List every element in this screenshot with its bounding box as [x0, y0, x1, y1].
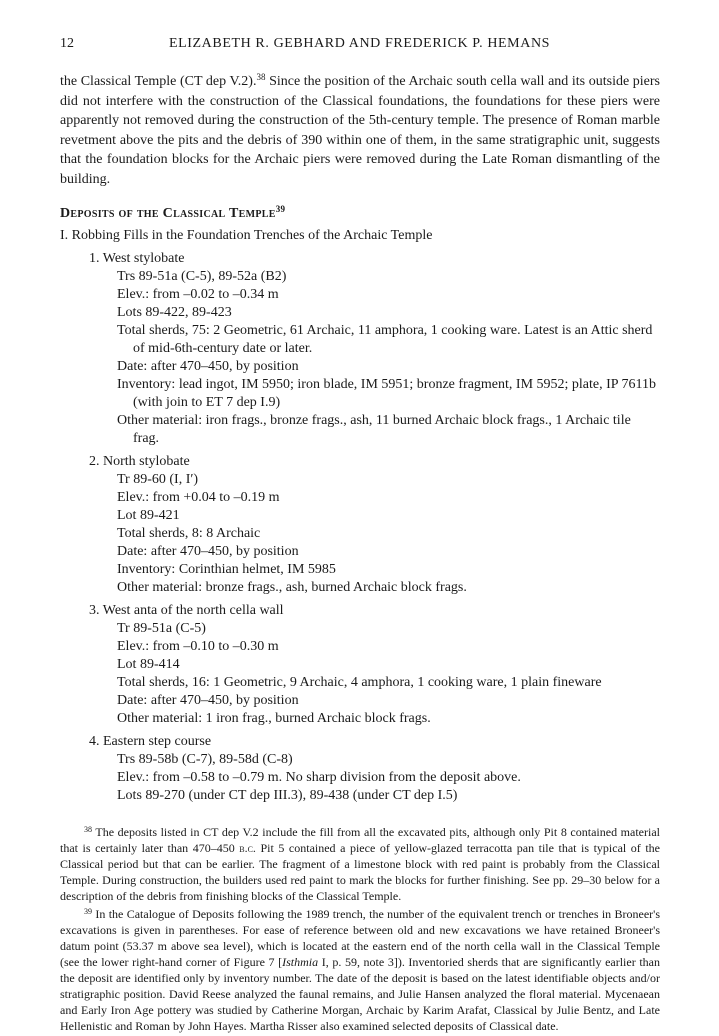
intro-paragraph — [60, 72, 660, 189]
deposit-detail-line: Inventory: lead ingot, IM 5950; iron blade, IM 5951; bronze fragment, IM 5952; plate, IP 7611b (with join to ET 7 dep I.9) — [117, 377, 657, 410]
deposit-title: 3. West anta of the north cella wall — [89, 603, 284, 618]
intro-text-part2: Since the position of the Archaic south cella wall and its outside piers did not interfere with the construction of the Classical foundations, the foundations for these piers were apparently not removed during the construction of the 5th-century temple. The presence of Roman marble revetment above the pits and the debris of 390 within one of them, in the same stratigraphic unit, suggests that the foundation blocks for the Archaic piers were removed during the Late Roman dismantling of the building. — [60, 74, 660, 187]
deposit-details — [60, 751, 660, 805]
main-text — [60, 72, 660, 1036]
section-title: Deposits of the Classical Temple — [60, 206, 276, 221]
footnote-text: In the Catalogue of Deposits following the 1989 trench, the number of the equivalent trench or trenches in Broneer's excavations is given in parentheses. For ease of reference between old and new excavations we have retained Broneer's datum point (53.37 m above sea level), which is located at the eastern end of the north cella wall in the Classical Temple (see the lower right-hand corner of Figure 7 [ — [60, 907, 660, 969]
footnote-38 — [60, 824, 660, 904]
deposit-details — [60, 620, 660, 728]
footnote-ref-38[interactable]: 38 — [256, 72, 266, 82]
deposit-detail-line: Lots 89-422, 89-423 — [117, 305, 232, 320]
deposit-detail-line: Tr 89-60 (I, I′) — [117, 472, 199, 487]
deposit-details — [60, 268, 660, 448]
deposit-detail-line: Elev.: from –0.58 to –0.79 m. No sharp division from the deposit above. — [117, 770, 521, 785]
deposit-entry — [60, 453, 660, 597]
deposit-detail-line: Other material: 1 iron frag., burned Archaic block frags. — [117, 711, 431, 726]
deposit-detail-line: Trs 89-58b (C-7), 89-58d (C-8) — [117, 752, 293, 767]
deposit-detail-line: Date: after 470–450, by position — [117, 544, 299, 559]
footnote-number: 39 — [84, 907, 92, 916]
section-heading — [60, 204, 660, 223]
page-number: 12 — [60, 36, 74, 51]
deposit-detail-line: Other material: iron frags., bronze frags., ash, 11 burned Archaic block frags., 1 Archaic tile frag. — [117, 413, 631, 446]
deposit-detail-line: Total sherds, 8: 8 Archaic — [117, 526, 261, 541]
footnotes — [60, 824, 660, 1034]
deposit-detail-line: Elev.: from –0.02 to –0.34 m — [117, 287, 279, 302]
deposit-detail-line: Lots 89-270 (under CT dep III.3), 89-438 (under CT dep I.5) — [117, 788, 458, 803]
deposit-list — [60, 250, 660, 805]
footnote-text-italic: Isthmia — [282, 955, 319, 969]
footnote-ref-39[interactable]: 39 — [275, 204, 286, 214]
deposit-detail-line: Date: after 470–450, by position — [117, 359, 299, 374]
deposit-detail-line: Other material: bronze frags., ash, burned Archaic block frags. — [117, 580, 467, 595]
footnote-text: I, p. 59, note 3]). Inventoried sherds that are significantly earlier than the deposit are identified only by inventory number. The date of the deposit is based on the latest identifiable objects and/or stratigraphic position. David Reese analyzed the faunal remains, and Julie Hansen analyzed the floral material. Mycenaean and Early Iron Age pottery was studied by Catherine Morgan, Archaic by Karim Arafat, Classical by Julie Bentz, and Late Hellenistic and Roman by John Hayes. Martha Risser also examined selected deposits of Classical date. — [60, 955, 660, 1033]
footnote-text: The deposits listed in CT dep V.2 include the fill from all the excavated pits, although only Pit 8 contained material that is certainly later than 470–450 — [60, 825, 660, 855]
footnote-39 — [60, 906, 660, 1034]
running-head-authors: ELIZABETH R. GEBHARD AND FREDERICK P. HEMANS — [168, 36, 551, 51]
deposit-entry — [60, 250, 660, 448]
deposit-entry — [60, 602, 660, 728]
deposit-title: 1. West stylobate — [89, 251, 185, 266]
deposit-detail-line: Lot 89-421 — [117, 508, 180, 523]
deposit-title: 2. North stylobate — [89, 454, 190, 469]
deposit-detail-line: Total sherds, 75: 2 Geometric, 61 Archaic, 11 amphora, 1 cooking ware. Latest is an Attic sherd of mid-6th-century date or later. — [117, 323, 653, 356]
deposit-detail-line: Total sherds, 16: 1 Geometric, 9 Archaic, 4 amphora, 1 cooking ware, 1 plain fineware — [117, 675, 602, 690]
deposit-title: 4. Eastern step course — [89, 734, 212, 749]
intro-text-part1: the Classical Temple (CT dep V.2). — [60, 74, 257, 89]
deposit-details — [60, 471, 660, 597]
deposit-detail-line: Lot 89-414 — [117, 657, 180, 672]
deposit-detail-line: Tr 89-51a (C-5) — [117, 621, 206, 636]
footnote-text: Pit 5 contained a piece of yellow-glazed terracotta pan tile that is typical of the Classical period but that can be earlier. The fragment of a limestone block with red paint is probably from the Classical Temple. During construction, the builders used red paint to mark the blocks for further finishing. See pp. 29–30 below for a description of the debris from finishing blocks of the Classical Temple. — [60, 841, 661, 903]
deposit-detail-line: Date: after 470–450, by position — [117, 693, 299, 708]
footnote-number: 38 — [84, 825, 92, 834]
running-header — [60, 36, 659, 56]
footnote-text-smallcaps: b.c. — [239, 841, 256, 855]
subsection-heading: I. Robbing Fills in the Foundation Trenches of the Archaic Temple — [60, 228, 433, 243]
deposit-detail-line: Inventory: Corinthian helmet, IM 5985 — [117, 562, 336, 577]
deposit-detail-line: Elev.: from +0.04 to –0.19 m — [117, 490, 280, 505]
deposit-detail-line: Elev.: from –0.10 to –0.30 m — [117, 639, 279, 654]
deposit-detail-line: Trs 89-51a (C-5), 89-52a (B2) — [117, 269, 287, 284]
deposit-entry — [60, 733, 660, 805]
